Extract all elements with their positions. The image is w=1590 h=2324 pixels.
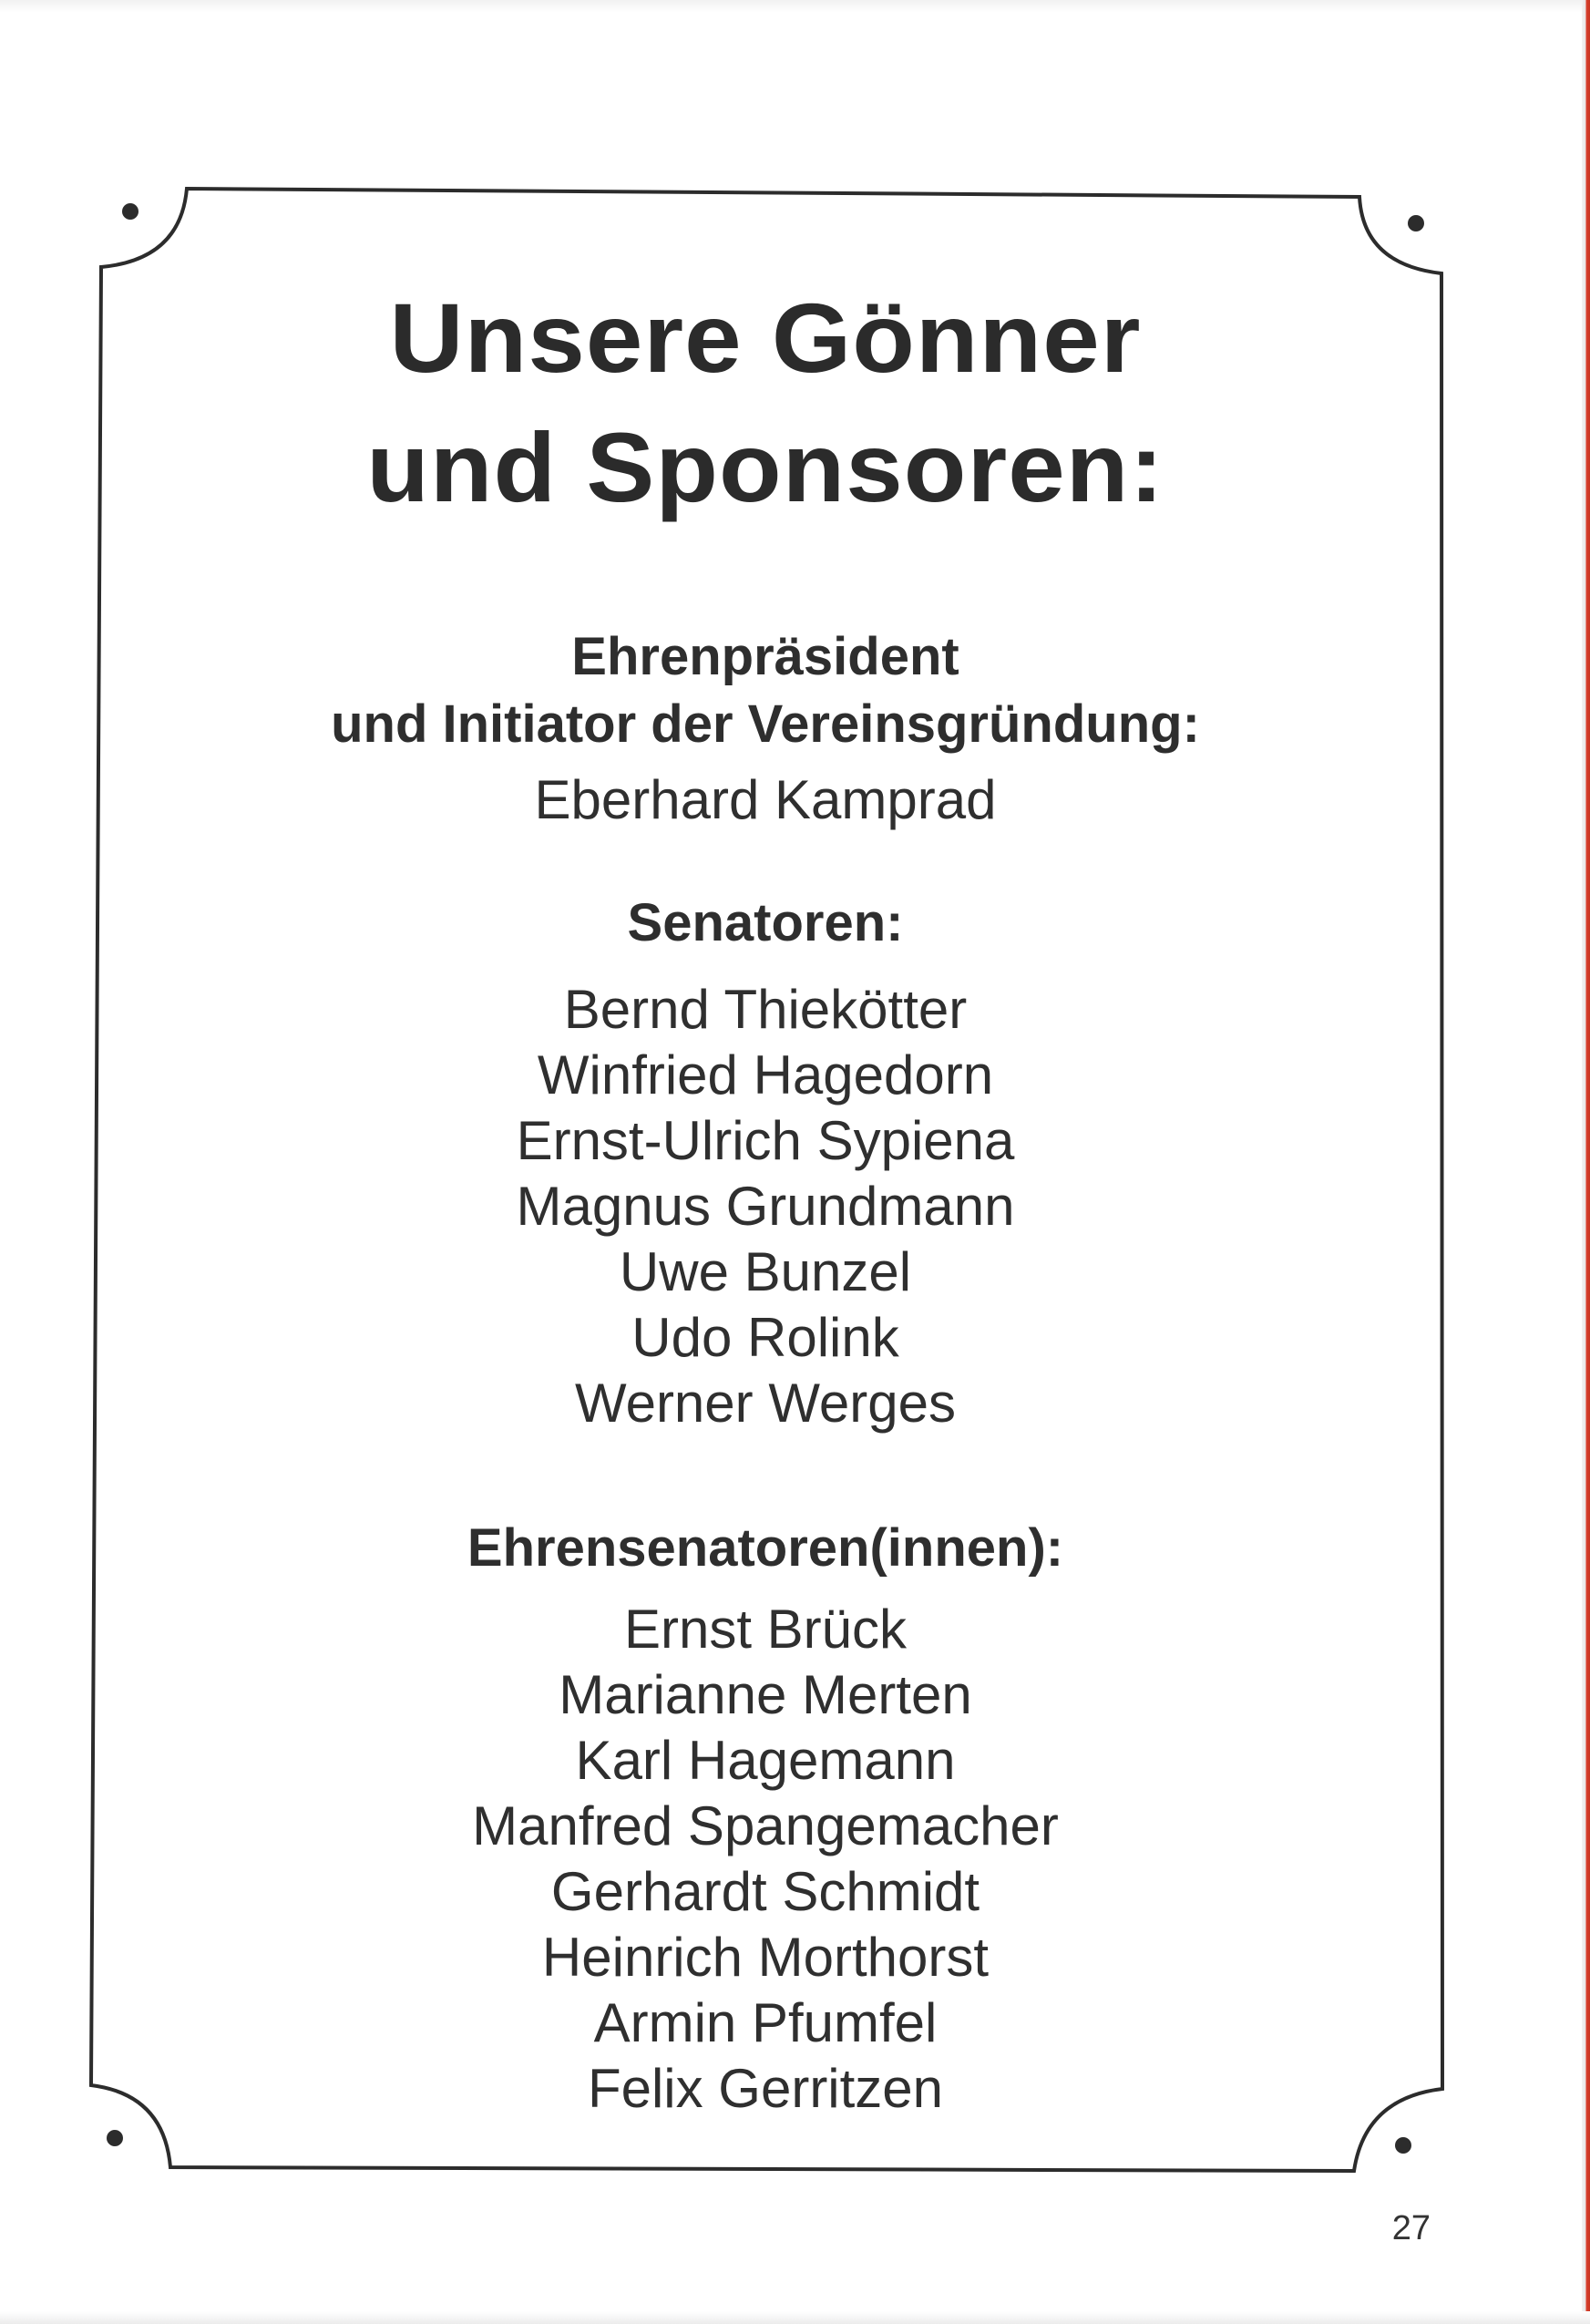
honorary-senator-name: Manfred Spangemacher — [472, 1795, 1059, 1856]
page-number: 27 — [1391, 2209, 1431, 2247]
senators-heading: Senatoren: — [627, 893, 904, 952]
corner-dot-bottom-left — [107, 2130, 123, 2146]
honorary-senator-name: Karl Hagemann — [575, 1730, 956, 1791]
honorary-president-name: Eberhard Kamprad — [534, 769, 997, 830]
senators-name-list — [155, 977, 1376, 1436]
honorary-senators-section — [155, 1515, 1376, 2122]
senator-name: Udo Rolink — [631, 1307, 899, 1368]
honorary-senator-name: Armin Pfumfel — [593, 1992, 938, 2053]
page-title-line-1: Unsere Gönner — [389, 283, 1142, 393]
senator-name: Uwe Bunzel — [619, 1241, 912, 1302]
senator-name: Winfried Hagedorn — [537, 1044, 994, 1105]
sponsor-list-content — [155, 273, 1376, 2122]
senator-name: Bernd Thiekötter — [563, 979, 968, 1040]
page-title-line-2: und Sponsoren: — [366, 412, 1164, 522]
honorary-senators-heading: Ehrensenatoren(innen): — [467, 1518, 1064, 1578]
honorary-senator-name: Heinrich Morthorst — [541, 1927, 990, 1988]
honorary-senator-name: Ernst Brück — [623, 1599, 908, 1660]
honorary-senator-name: Marianne Merten — [559, 1664, 972, 1725]
honorary-president-section — [155, 623, 1376, 833]
senator-name: Magnus Grundmann — [516, 1176, 1015, 1237]
senator-name: Ernst-Ulrich Sypiena — [516, 1110, 1015, 1171]
honorary-president-heading-line-2: und Initiator der Vereinsgründung: — [331, 694, 1200, 754]
honorary-senator-name: Felix Gerritzen — [587, 2058, 944, 2119]
honorary-senator-name: Gerhardt Schmidt — [550, 1861, 980, 1922]
honorary-president-heading-line-1: Ehrenpräsident — [571, 627, 959, 686]
senator-name: Werner Werges — [575, 1373, 956, 1434]
corner-dot-top-left — [122, 203, 138, 220]
senators-section — [155, 889, 1376, 1436]
honorary-senators-name-list — [155, 1597, 1376, 2122]
corner-dot-bottom-right — [1395, 2137, 1411, 2154]
page-title — [155, 273, 1376, 532]
corner-dot-top-right — [1408, 215, 1424, 231]
